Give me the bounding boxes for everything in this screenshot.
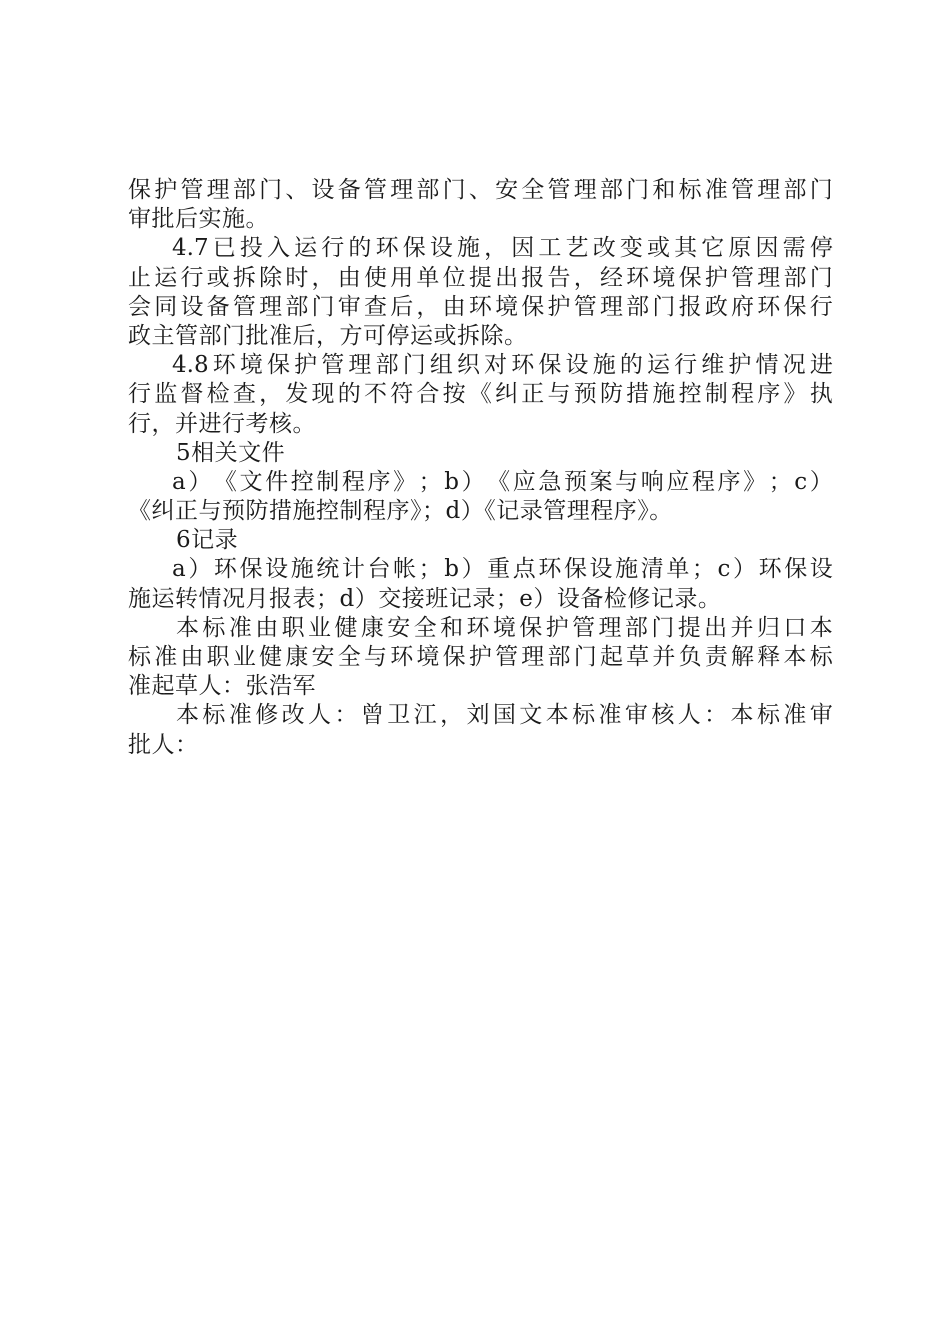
text-line-2: 审批后实施。	[128, 206, 269, 233]
document-body	[128, 176, 833, 760]
text-line-12: 《纠正与预防措施控制程序》；d）《记录管理程序》。	[128, 498, 673, 525]
text-line-20: 批人：	[128, 731, 199, 758]
text-line-7: 4.8 环 境 保 护 管 理 部 门 组 织 对 环 保 设 施 的 运 行 维 护 情 况 进	[172, 352, 833, 379]
section-heading-records: 6记录	[176, 527, 239, 554]
text-line-1: 保 护 管 理 部 门 、 设 备 管 理 部 门 、 安 全 管 理 部 门 和 标 准 管 理 部 门	[128, 177, 833, 203]
text-line-4: 止 运 行 或 拆 除 时 ， 由 使 用 单 位 提 出 报 告 ， 经 环 境 保 护 管 理 部 门	[128, 264, 833, 291]
section-heading-related-files: 5相关文件	[176, 439, 286, 466]
text-line-8: 行 监 督 检 查 ， 发 现 的 不 符 合 按 《 纠 正 与 预 防 措 施 控 制 程 序 》 执	[128, 381, 833, 408]
text-line-3: 4.7 已 投 入 运 行 的 环 保 设 施 ， 因 工 艺 改 变 或 其 它 原 因 需 停	[172, 235, 833, 262]
text-line-15: 施运转情况月报表；d）交接班记录；e）设备检修记录。	[128, 585, 722, 612]
text-line-17: 标 准 由 职 业 健 康 安 全 与 环 境 保 护 管 理 部 门 起 草 并 负 责 解 释 本 标	[128, 644, 833, 670]
text-line-6: 政主管部门批准后，方可停运或拆除。	[128, 322, 528, 349]
text-line-11: a ） 《 文 件 控 制 程 序 》 ； b ） 《 应 急 预 案 与 响 应 程 序 》 ； c ）	[172, 468, 833, 495]
text-line-9: 行，并进行考核。	[128, 410, 316, 437]
text-line-5: 会 同 设 备 管 理 部 门 审 查 后 ， 由 环 境 保 护 管 理 部 门 报 政 府 环 保 行	[128, 293, 833, 320]
text-line-14: a ） 环 保 设 施 统 计 台 帐 ； b ） 重 点 环 保 设 施 清 单 ； c ） 环 保 设	[172, 556, 833, 583]
text-line-16: 本 标 准 由 职 业 健 康 安 全 和 环 境 保 护 管 理 部 门 提 出 并 归 口 本	[176, 614, 833, 641]
text-line-19: 本 标 准 修 改 人 ： 曾 卫 江 ， 刘 国 文 本 标 准 审 核 人 ： 本 标 准 审	[176, 702, 833, 729]
text-line-18: 准起草人：张浩军	[128, 673, 316, 700]
